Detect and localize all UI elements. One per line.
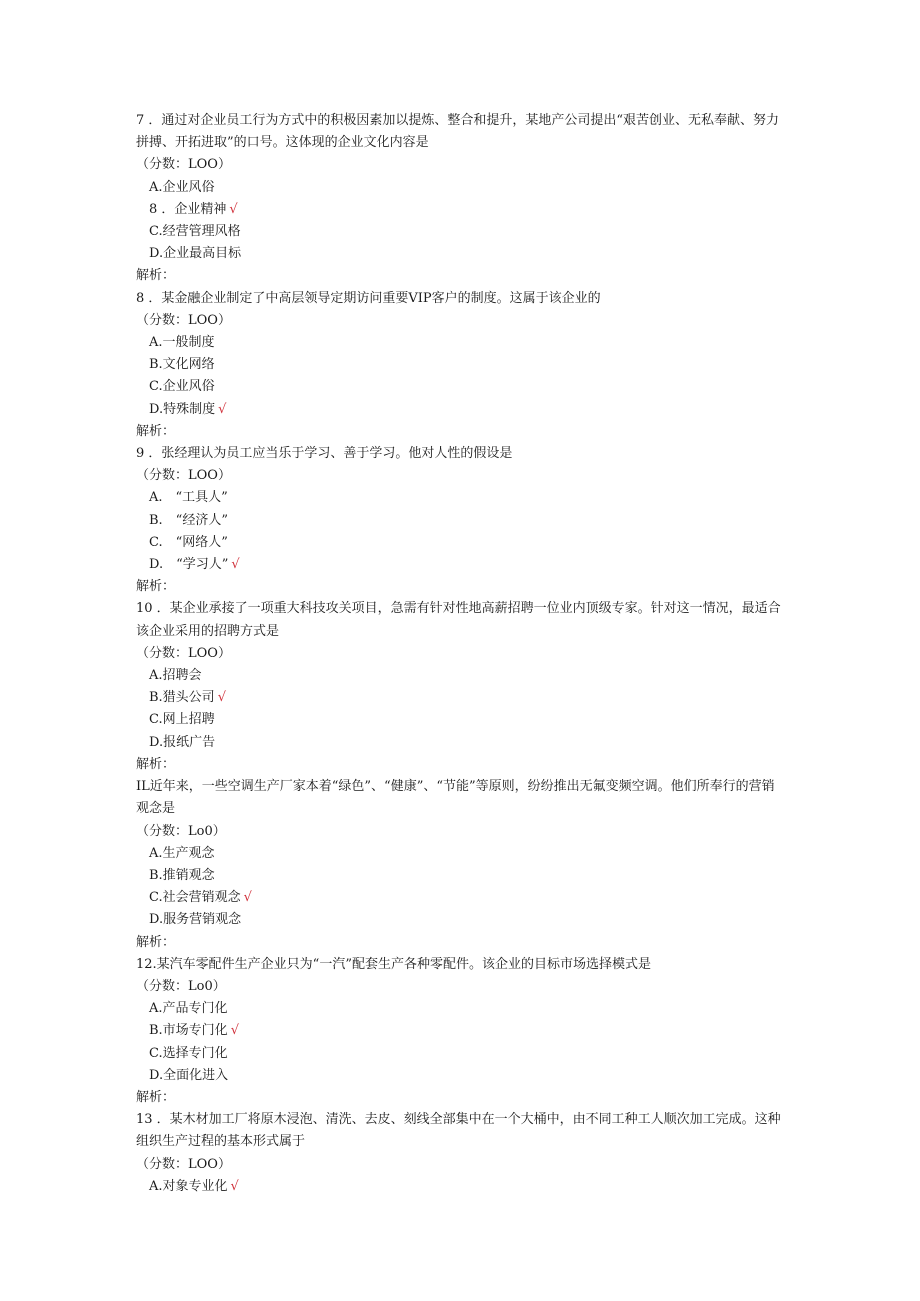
correct-check-icon: √ bbox=[231, 557, 240, 573]
answer-option bbox=[136, 354, 786, 376]
answer-option-text: 8 ．企业精神 bbox=[149, 201, 227, 217]
question-analysis-label: 解析： bbox=[136, 934, 176, 950]
correct-check-icon: √ bbox=[230, 1023, 239, 1039]
correct-check-icon: √ bbox=[243, 890, 252, 906]
question-analysis-label: 解析： bbox=[136, 423, 176, 439]
answer-option-text: D.服务营销观念 bbox=[149, 912, 242, 928]
answer-option-text: D. “学习人” bbox=[149, 557, 229, 573]
answer-option bbox=[136, 1020, 786, 1042]
answer-option-text: C.经营管理风格 bbox=[149, 224, 241, 240]
question-stem: 13 ．某木材加工厂将原木浸泡、清洗、去皮、刻线全部集中在一个大桶中，由不同工种工人顺次加工完成。这种组织生产过程的基本形式属于 bbox=[136, 1112, 781, 1150]
answer-option bbox=[136, 221, 786, 243]
question-stem: 10 ．某企业承接了一项重大科技攻关项目，急需有针对性地高薪招聘一位业内顶级专家。针对这一情况，最适合该企业采用的招聘方式是 bbox=[136, 601, 781, 639]
question-stem: 7 ．通过对企业员工行为方式中的积极因素加以提炼、整合和提升，某地产公司提出“艰苦创业、无私奉献、努力拼搏、开拓进取”的口号。这体现的企业文化内容是 bbox=[136, 113, 780, 151]
question-score: （分数：LOO） bbox=[136, 1156, 231, 1172]
answer-option bbox=[136, 199, 786, 221]
answer-option bbox=[136, 909, 786, 931]
answer-option-text: A.企业风俗 bbox=[149, 179, 215, 195]
answer-option bbox=[136, 732, 786, 754]
question-analysis-label: 解析： bbox=[136, 756, 176, 772]
answer-option bbox=[136, 510, 786, 532]
answer-option-text: C.社会营销观念 bbox=[149, 890, 241, 906]
question-3 bbox=[136, 443, 786, 598]
answer-option-text: D.报纸广告 bbox=[149, 734, 216, 750]
question-score: （分数：LOO） bbox=[136, 645, 231, 661]
answer-option-text: C. “网络人” bbox=[149, 534, 228, 550]
question-score: （分数：Lo0） bbox=[136, 978, 226, 994]
answer-option bbox=[136, 1176, 786, 1198]
answer-option bbox=[136, 554, 786, 576]
correct-check-icon: √ bbox=[229, 201, 238, 217]
answer-option-text: A.对象专业化 bbox=[149, 1178, 228, 1194]
question-score: （分数：LOO） bbox=[136, 157, 231, 173]
question-6 bbox=[136, 954, 786, 1109]
question-analysis-label: 解析： bbox=[136, 1089, 176, 1105]
answer-option bbox=[136, 376, 786, 398]
correct-check-icon: √ bbox=[217, 690, 226, 706]
answer-option bbox=[136, 243, 786, 265]
question-score: （分数：LOO） bbox=[136, 312, 231, 328]
question-stem: 12.某汽车零配件生产企业只为“一汽”配套生产各种零配件。该企业的目标市场选择模式是 bbox=[136, 956, 651, 972]
answer-option-text: A.生产观念 bbox=[149, 845, 215, 861]
answer-option bbox=[136, 665, 786, 687]
answer-option bbox=[136, 532, 786, 554]
answer-option-text: B.推销观念 bbox=[149, 867, 215, 883]
answer-option-text: A.产品专门化 bbox=[149, 1001, 228, 1017]
answer-option-text: D.特殊制度 bbox=[149, 401, 216, 417]
question-stem: 8 ．某金融企业制定了中高层领导定期访问重要VIP客户的制度。这属于该企业的 bbox=[136, 290, 601, 306]
answer-option bbox=[136, 332, 786, 354]
answer-option bbox=[136, 843, 786, 865]
answer-option bbox=[136, 177, 786, 199]
answer-option-text: B.猎头公司 bbox=[149, 690, 215, 706]
answer-option bbox=[136, 1043, 786, 1065]
answer-option-text: C.选择专门化 bbox=[149, 1045, 228, 1061]
question-stem: 9 ．张经理认为员工应当乐于学习、善于学习。他对人性的假设是 bbox=[136, 446, 513, 462]
answer-option bbox=[136, 687, 786, 709]
question-4 bbox=[136, 598, 786, 776]
question-5 bbox=[136, 776, 786, 954]
answer-option bbox=[136, 487, 786, 509]
question-score: （分数：Lo0） bbox=[136, 823, 226, 839]
answer-option-text: A.一般制度 bbox=[149, 335, 215, 351]
answer-option-text: A.招聘会 bbox=[149, 668, 202, 684]
answer-option-text: D.全面化进入 bbox=[149, 1067, 229, 1083]
question-stem: IL近年来，一些空调生产厂家本着“绿色”、“健康”、“节能”等原则，纷纷推出无氟变频空调。他们所奉行的营销观念是 bbox=[136, 779, 775, 817]
question-analysis-label: 解析： bbox=[136, 268, 176, 284]
answer-option-text: B.文化网络 bbox=[149, 357, 215, 373]
answer-option-text: B. “经济人” bbox=[149, 512, 228, 528]
answer-option bbox=[136, 887, 786, 909]
question-document bbox=[136, 110, 786, 1198]
answer-option-text: C.企业风俗 bbox=[149, 379, 215, 395]
correct-check-icon: √ bbox=[218, 401, 227, 417]
answer-option bbox=[136, 998, 786, 1020]
answer-option-text: D.企业最高目标 bbox=[149, 246, 242, 262]
answer-option bbox=[136, 865, 786, 887]
question-7 bbox=[136, 1109, 786, 1198]
question-score: （分数：LOO） bbox=[136, 468, 231, 484]
answer-option bbox=[136, 1065, 786, 1087]
correct-check-icon: √ bbox=[230, 1178, 239, 1194]
answer-option-text: C.网上招聘 bbox=[149, 712, 215, 728]
answer-option-text: A. “工具人” bbox=[149, 490, 228, 506]
question-2 bbox=[136, 288, 786, 443]
question-1 bbox=[136, 110, 786, 288]
question-analysis-label: 解析： bbox=[136, 579, 176, 595]
answer-option bbox=[136, 399, 786, 421]
answer-option-text: B.市场专门化 bbox=[149, 1023, 228, 1039]
answer-option bbox=[136, 709, 786, 731]
